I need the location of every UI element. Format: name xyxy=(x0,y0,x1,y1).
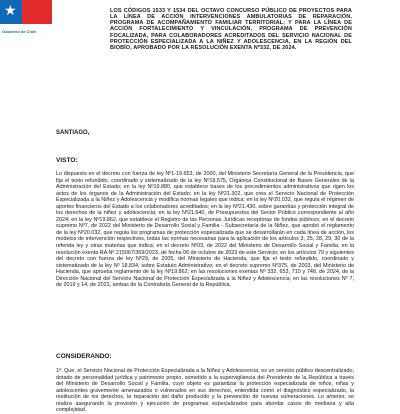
city-line: SANTIAGO, xyxy=(56,130,90,136)
flag-icon xyxy=(0,0,52,24)
visto-title: VISTO: xyxy=(56,157,78,164)
logo-caption: Gobierno de Chile xyxy=(2,29,37,34)
considerando-paragraph: 1º. Que, el Servicio Nacional de Protección Especializada a la Niñez y Adolescencia, es un servicio público descentralizado, dotado de personalidad jurídica y patrimonio propio, sometido a la supervigilancia del Presidente de la República a través del Ministerio de Desarrollo Social y Familia, cuyo objeto es garantizar la protección especializada de niños, niñas y adolescentes gravemente amenazados o vulnerados en sus derechos, entendida como el diagnóstico especializado, la restitución de los derechos, la reparación del daño producido y la prevención de nuevas vulneraciones. Lo anterior, se realiza asegurando la provisión y ejecución de programas especializados para abordar casos de mediana y alta complejidad. xyxy=(56,368,354,414)
flag-red-field xyxy=(22,0,52,24)
resolution-header: LOS CÓDIGOS 1533 Y 1534 DEL OCTAVO CONCURSO PÚBLICO DE PROYECTOS PARA LA LÍNEA DE ACCIÓN INTERVENCIONES AMBULATORIAS DE REPARACIÓN, PROGRAMA DE ACOMPAÑAMIENTO FAMILIAR TERRITORIAL; Y PARA LA LÍNEA DE ACCIÓN FORTALECIMIENTO Y VINCULACIÓN, PROGRAMA DE PREVENCIÓN FOCALIZADA, PARA COLABORADORES ACREDITADOS DEL SERVICIO NACIONAL DE PROTECCIÓN ESPECIALIZADA A LA NIÑEZ Y ADOLESCENCIA, EN LA REGIÓN DEL BIOBÍO, APROBADO POR LA RESOLUCIÓN EXENTA Nº332, DE 2024. xyxy=(110,7,352,52)
visto-paragraph: Lo dispuesto en el decreto con fuerza de ley Nº1-19.653, de 2000, del Ministerio Secretaría General de la Presidencia, que fija el texto refundido, coordinado y sistematizado de la ley Nº18.575, Orgánica Constitucional de Bases Generales de la Administración del Estado; en la ley Nº19.880, que establece bases de los procedimientos administrativos que rigen los actos de los órganos de la Administración del Estado; en la ley Nº21.302, que crea el Servicio Nacional de Protección Especializada a la Niñez y Adolescencia y modifica normas legales que indica; en la ley Nº20.032, que regula el régimen de aportes financieros del Estado a los colaboradores acreditados; en la ley Nº21.430, sobre garantías y protección integral de los derechos de la niñez y adolescencia; en la ley Nº21.640, de Presupuestos del Sector Público correspondiente al año 2024; en la ley Nº19.862, que establece el Registro de las Personas Jurídicas receptoras de fondos públicos; en el decreto supremo Nº7, de 2022 del Ministerio de Desarrollo Social y Familia - Subsecretaría de la Niñez, que aprobó el reglamento de la ley Nº20.032, que regula los programas de protección especializada que se desarrollarán en cada línea de acción, los modelos de intervención respectivos, todas las normas necesarias para la aplicación de los artículos 3, 25, 28, 29, 30 de la referida ley y otras materias que indica; en el decreto Nº03, de 2022 del Ministerio de Desarrollo Social y Familia; en la resolución exenta RA Nº 215067/369/2023, de fecha 06 de octubre de 2023 de este Servicio; en los artículos 79 y siguientes del decreto con fuerza de ley Nº29, de 2005, del Ministerio de Hacienda, que fija el texto refundido, coordinado y sistematizado de la ley Nº 18.834, sobre Estatuto Administrativo; en el decreto supremo Nº375, de 2003, del Ministerio de Hacienda, que aprueba reglamento de la ley Nº19.862; en las resoluciones exentas Nº 332, 653, 710 y 748, de 2024, de la Dirección Nacional del Servicio Nacional de Protección Especializada a la Niñez y Adolescencia; en las resoluciones Nº 7, de 2019 y 14, de 2022, ambas de la Contraloría General de la República. xyxy=(56,171,354,289)
star-icon: ★ xyxy=(4,2,17,18)
government-logo xyxy=(0,0,52,44)
considerando-title: CONSIDERANDO: xyxy=(56,353,112,360)
flag-blue-field xyxy=(0,0,22,24)
